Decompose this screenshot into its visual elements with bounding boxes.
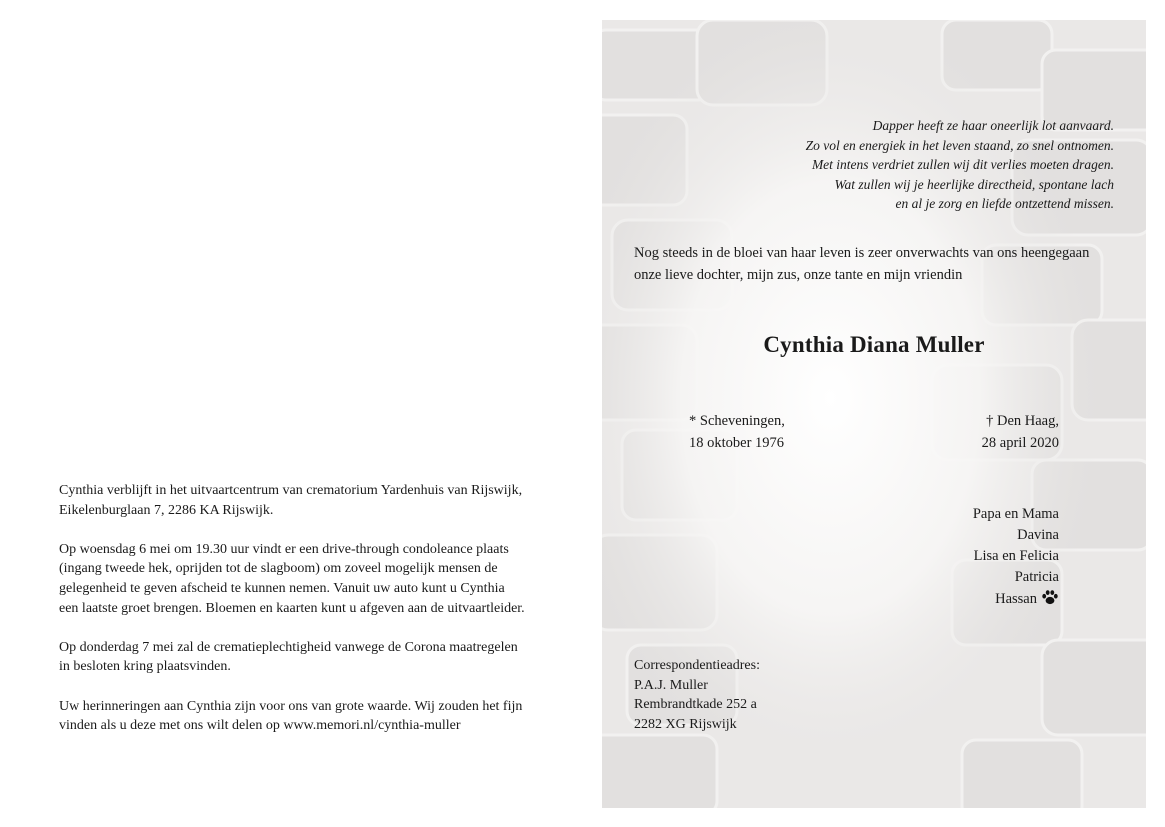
birth-place: * Scheveningen,: [689, 413, 785, 429]
deceased-name: Cynthia Diana Muller: [763, 332, 985, 357]
poem-line: Wat zullen wij je heerlijke directheid, spontane lach: [834, 176, 1114, 192]
service-information: [59, 481, 559, 755]
paragraph-location: Cynthia verblijft in het uitvaartcentrum van crematorium Yardenhuis van Rijswijk, Eikelenburglaan 7, 2286 KA Rijswijk.: [59, 483, 523, 518]
family-signatories: [973, 504, 1059, 610]
right-page: [602, 20, 1146, 808]
correspondence-street: Rembrandtkade 252 a: [634, 697, 757, 713]
family-member: Papa en Mama: [972, 506, 1059, 522]
family-member: Patricia: [1014, 569, 1059, 585]
paragraph-condolence: Op woensdag 6 mei om 19.30 uur vindt er een drive-through condoleance plaats (ingang tweede hek, oprijden tot de slagboom) om zoveel mogelijk mensen de gelegenheid te geven afscheid te kunnen nemen. Vanuit uw auto kunt u Cynthia een laatste groet brengen. Bloemen en kaarten kunt u afgeven aan de uitvaartleider.: [59, 541, 525, 616]
death-place: † Den Haag,: [986, 413, 1059, 429]
family-member: Davina: [1017, 527, 1059, 543]
birth-date: 18 oktober 1976: [689, 435, 785, 451]
paragraph-cremation: Op donderdag 7 mei zal de crematieplechtigheid vanwege de Corona maatregelen in besloten kring plaatsvinden.: [59, 639, 518, 675]
poem: [694, 116, 1114, 214]
correspondence-address: [634, 656, 760, 734]
paragraph-memories: Uw herinneringen aan Cynthia zijn voor ons van grote waarde. Wij zouden het fijn vinden als u deze met ons wilt delen op www.memori.nl/cynthia-muller: [59, 698, 523, 734]
death-details: [982, 410, 1059, 454]
announcement-intro: Nog steeds in de bloei van haar leven is zeer onverwachts van ons heengegaan onze lieve dochter, mijn zus, onze tante en mijn vriendin: [634, 245, 1090, 283]
correspondence-name: P.A.J. Muller: [634, 677, 708, 693]
family-member-pet: Hassan: [973, 588, 1059, 610]
correspondence-city: 2282 XG Rijswijk: [634, 716, 737, 732]
poem-line: Zo vol en energiek in het leven staand, zo snel ontnomen.: [805, 137, 1114, 153]
poem-line: Dapper heeft ze haar oneerlijk lot aanvaard.: [872, 118, 1114, 133]
paw-icon: [1041, 588, 1059, 606]
poem-line: Met intens verdriet zullen wij dit verlies moeten dragen.: [811, 157, 1114, 172]
birth-details: [689, 410, 785, 454]
death-date: 28 april 2020: [981, 435, 1059, 451]
family-member: Lisa en Felicia: [973, 548, 1059, 564]
poem-line: en al je zorg en liefde ontzettend missen.: [895, 196, 1114, 211]
correspondence-label: Correspondentieadres:: [634, 658, 760, 673]
